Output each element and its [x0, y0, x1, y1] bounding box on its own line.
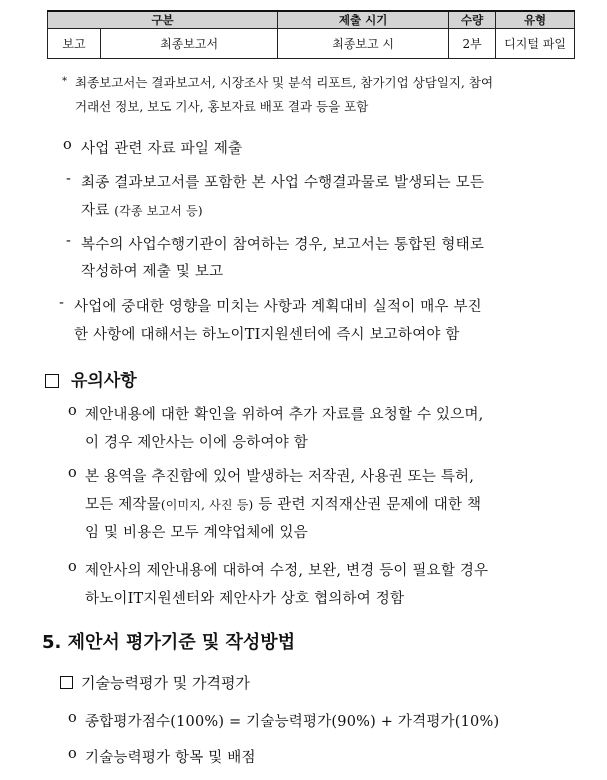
evaluation-subheading	[60, 672, 250, 693]
notice-2-text-a: 모든 제작물	[85, 497, 161, 513]
bullet-o-marker: o	[68, 403, 77, 419]
notice-2-line-1: 본 용역을 추진함에 있어 발생하는 저작권, 사용권 또는 특허,	[85, 469, 475, 485]
table-header-row	[48, 11, 575, 29]
notice-2-text-c: 등 관련 지적재산권 문제에 대한 책	[258, 497, 482, 513]
evaluation-subheading-label: 기술능력평가 및 가격평가	[81, 674, 250, 692]
table-header-type: 유형	[496, 11, 575, 29]
bullet-o-marker: o	[63, 137, 72, 153]
file-item-1-line-2	[81, 199, 203, 220]
notice-3-line-2: 하노이IT지원센터와 제안사가 상호 협의하여 정함	[85, 591, 405, 607]
bullet-o-marker: o	[68, 465, 77, 481]
dash-marker: -	[66, 171, 72, 187]
file-item-1-paren: (각종 보고서 등)	[114, 204, 203, 218]
table-header-category: 구분	[48, 11, 278, 29]
cell-name: 최종보고서	[101, 29, 278, 59]
total-score-formula: 종합평가점수(100%) = 기술능력평가(90%) + 가격평가(10%)	[85, 714, 500, 730]
notice-2-line-2	[85, 493, 481, 514]
dash-marker: -	[66, 233, 72, 249]
checkbox-square-icon	[60, 676, 73, 689]
bullet-o-marker: o	[68, 710, 77, 726]
file-item-2-line-2: 작성하여 제출 및 보고	[81, 264, 224, 280]
cell-quantity: 2부	[449, 29, 496, 59]
bullet-o-marker: o	[68, 559, 77, 575]
report-line-2: 한 사항에 대해서는 하노이TI지원센터에 즉시 보고하여야 함	[74, 327, 460, 343]
submission-table	[47, 10, 575, 59]
notice-2-line-3: 임 및 비용은 모두 계약업체에 있음	[85, 525, 308, 541]
cell-type: 디지털 파일	[496, 29, 575, 59]
notice-title: 유의사항	[71, 371, 137, 391]
report-line-1: 사업에 중대한 영향을 미치는 사항과 계획대비 실적이 매우 부진	[74, 299, 482, 315]
table-row	[48, 29, 575, 59]
table-header-quantity: 수량	[449, 11, 496, 29]
bullet-o-marker: o	[68, 746, 77, 762]
file-item-1-line-1: 최종 결과보고서를 포함한 본 사업 수행결과물로 발생되는 모든	[81, 175, 485, 191]
notice-1-line-1: 제안내용에 대한 확인을 위하여 추가 자료를 요청할 수 있으며,	[85, 407, 484, 423]
file-item-2-line-1: 복수의 사업수행기관이 참여하는 경우, 보고서는 통합된 형태로	[81, 237, 485, 253]
table-header-timing: 제출 시기	[278, 11, 449, 29]
notice-heading	[45, 366, 137, 391]
notice-2-paren: (이미지, 사진 등)	[160, 498, 254, 512]
dash-marker: -	[59, 295, 65, 311]
checkbox-square-icon	[45, 374, 59, 388]
cell-timing: 최종보고 시	[278, 29, 449, 59]
notice-1-line-2: 이 경우 제안사는 이에 응하여야 함	[85, 435, 308, 451]
tech-eval-items: 기술능력평가 항목 및 배점	[85, 750, 256, 766]
note-line-2: 거래선 정보, 보도 기사, 홍보자료 배포 결과 등을 포함	[75, 99, 369, 114]
file-submission-title: 사업 관련 자료 파일 제출	[81, 141, 243, 157]
note-line-1: 최종보고서는 결과보고서, 시장조사 및 분석 리포트, 참가기업 상담일지, 참여	[75, 75, 494, 90]
section-5-title: 5. 제안서 평가기준 및 작성방법	[42, 632, 296, 653]
cell-category: 보고	[48, 29, 101, 59]
file-item-1-text: 자료	[81, 203, 110, 219]
notice-3-line-1: 제안사의 제안내용에 대하여 수정, 보완, 변경 등이 필요할 경우	[85, 563, 489, 579]
note-asterisk: *	[62, 76, 67, 87]
